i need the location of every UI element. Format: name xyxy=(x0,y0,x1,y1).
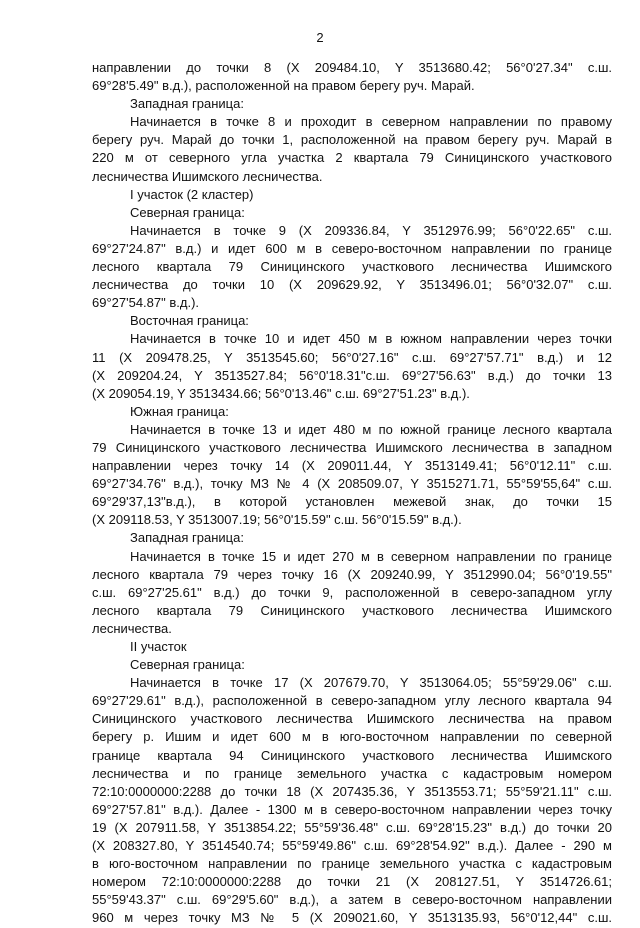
text-line: 69°27'24.87" в.д.) и идет 600 м в северо-восточном направлении по границе xyxy=(92,240,612,256)
text-line: II участок xyxy=(130,639,187,654)
text-line: 69°27'34.76" в.д.), точку МЗ № 4 (X 208509.07, Y 3515271.71, 55°59'55,64" с.ш. xyxy=(92,476,612,492)
page-number: 2 xyxy=(316,30,324,45)
text-line: лесного квартала 79 Синицинского участкового лесничества Ишимского xyxy=(92,259,612,275)
text-line: 69°28'5.49" в.д.), расположенной на правом берегу руч. Марай. xyxy=(92,78,475,94)
text-line: лесничества. xyxy=(92,620,172,636)
text-line: (X 209054.19, Y 3513434.66; 56°0'13.46" с.ш. 69°27'51.23" в.д.). xyxy=(92,385,470,401)
text-line: (X 209204.24, Y 3513527.84; 56°0'18.31"с.ш. 69°27'56.63" в.д.) до точки 13 xyxy=(92,367,612,383)
text-line: 19 (X 207911.58, Y 3513854.22; 55°59'36.48" с.ш. 69°28'15.23" в.д.) до точки 20 xyxy=(92,819,612,835)
text-line: Начинается в точке 13 и идет 480 м по южной границе лесного квартала xyxy=(130,421,612,437)
text-line: Начинается в точке 15 и идет 270 м в северном направлении по границе xyxy=(130,548,612,564)
text-line: Начинается в точке 9 (X 209336.84, Y 3512976.99; 56°0'22.65" с.ш. xyxy=(130,222,612,238)
text-line: лесного квартала 79 Синицинского участкового лесничества Ишимского xyxy=(92,602,612,618)
text-line: 79 Синицинского участкового лесничества Ишимского лесничества в западном xyxy=(92,439,612,455)
text-line: Северная граница: xyxy=(130,657,245,673)
text-line: 960 м через точку МЗ № 5 (X 209021.60, Y 3513135.93, 56°0'12,44" с.ш. xyxy=(92,910,612,926)
text-line: 11 (X 209478.25, Y 3513545.60; 56°0'27.16" с.ш. 69°27'57.71" в.д.) и 12 xyxy=(92,349,612,365)
text-line: направлении до точки 8 (X 209484.10, Y 3513680.42; 56°0'27.34" с.ш. xyxy=(92,60,612,75)
text-line: 69°27'57.81" в.д.). Далее - 1300 м в северо-восточном направлении через точку xyxy=(92,801,612,817)
text-line: в юго-восточном направлении по границе земельного участка с кадастровым xyxy=(92,856,612,872)
text-line: берегу руч. Марай до точки 1, расположенной на правом берегу руч. Марай в xyxy=(92,132,612,148)
text-line: (X 208327.80, Y 3514540.74; 55°59'49.86" с.ш. 69°28'54.92" в.д.). Далее - 290 м xyxy=(92,838,612,854)
text-line: лесного квартала 79 через точку 16 (X 209240.99, Y 3512990.04; 56°0'19.55" xyxy=(92,566,612,582)
text-line: 69°27'54.87" в.д.). xyxy=(92,295,200,311)
text-line: с.ш. 69°27'25.61" в.д.) до точки 9, расположенной в северо-западном углу xyxy=(92,584,612,600)
text-line: номером 72:10:0000000:2288 до точки 21 (X 208127.51, Y 3514726.61; xyxy=(92,874,612,890)
text-line: 55°59'43.37" с.ш. 69°29'5.60" в.д.), а затем в северо-восточном направлении xyxy=(92,892,612,908)
text-line: Южная граница: xyxy=(130,403,229,419)
text-line: направлении через точку 14 (X 209011.44, Y 3513149.41; 56°0'12.11" с.ш. xyxy=(92,458,612,474)
text-line: I участок (2 кластер) xyxy=(130,186,254,202)
text-line: границе квартала 94 Синицинского участкового лесничества Ишимского xyxy=(92,747,612,763)
text-line: лесничества до точки 10 (X 209629.92, Y 3513496.01; 56°0'32.07" с.ш. xyxy=(92,277,612,293)
text-line: лесничества и по границе земельного участка с кадастровым номером xyxy=(92,765,612,781)
text-line: Начинается в точке 17 (X 207679.70, Y 3513064.05; 55°59'29.06" с.ш. xyxy=(130,675,612,691)
text-line: (X 209118.53, Y 3513007.19; 56°0'15.59" с.ш. 56°0'15.59" в.д.). xyxy=(92,512,462,528)
text-line: Западная граница: xyxy=(130,530,244,546)
text-line: Синицинского участкового лесничества Ишимского лесничества на правом xyxy=(92,711,612,727)
text-line: 72:10:0000000:2288 до точки 18 (X 207435.36, Y 3513553.71; 55°59'21.11" с.ш. xyxy=(92,783,612,799)
text-line: берегу р. Ишим и идет 600 м в юго-восточном направлении по северной xyxy=(92,729,612,745)
text-line: Восточная граница: xyxy=(130,313,249,329)
text-line: 69°29'37,13"в.д.), в которой установлен межевой знак, до точки 15 xyxy=(92,494,612,510)
text-line: Западная граница: xyxy=(130,96,244,112)
text-line: лесничества Ишимского лесничества. xyxy=(92,168,323,184)
text-line: 69°27'29.61" в.д.), расположенной в северо-западном углу лесного квартала 94 xyxy=(92,693,612,709)
text-line: Начинается в точке 8 и проходит в северном направлении по правому xyxy=(130,114,612,130)
text-line: 220 м от северного угла участка 2 квартала 79 Синицинского участкового xyxy=(92,150,612,166)
text-line: Начинается в точке 10 и идет 450 м в южном направлении через точки xyxy=(130,331,612,347)
document-body xyxy=(92,59,612,928)
text-line: Северная граница: xyxy=(130,204,245,220)
